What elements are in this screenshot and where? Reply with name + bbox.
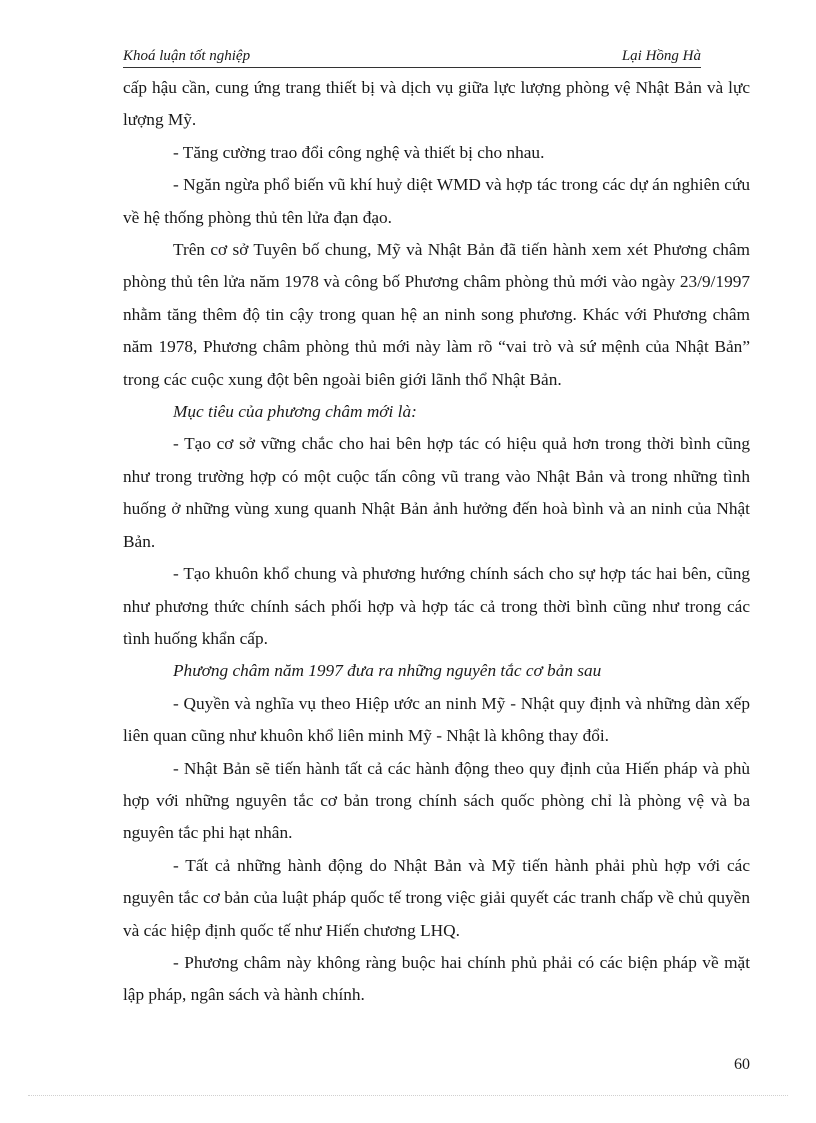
bullet-wmd-prevention: - Ngăn ngừa phổ biến vũ khí huỷ diệt WMD và hợp tác trong các dự án nghiên cứu về hệ thống phòng thủ tên lửa đạn đạo. <box>123 175 750 227</box>
paragraph-joint-declaration: Trên cơ sở Tuyên bố chung, Mỹ và Nhật Bản đã tiến hành xem xét Phương châm phòng thủ tên lửa năm 1978 và công bố Phương châm phòng thủ mới vào ngày 23/9/1997 nhằm tăng thêm độ tin cậy trong quan hệ an ninh song phương. Khác với Phương châm năm 1978, Phương châm phòng thủ mới này làm rõ “vai trò và sứ mệnh của Nhật Bản” trong các cuộc xung đột bên ngoài biên giới lãnh thổ Nhật Bản. <box>123 240 750 389</box>
bullet-principle-no-obligation: - Phương châm này không ràng buộc hai chính phủ phải có các biện pháp về mặt lập pháp, ngân sách và hành chính. <box>123 952 750 1005</box>
footer-divider <box>28 1095 788 1096</box>
heading-principles: Phương châm năm 1997 đưa ra những nguyên tắc cơ bản sau <box>173 661 602 681</box>
bullet-principle-international-law: - Tất cả những hành động do Nhật Bản và Mỹ tiến hành phải phù hợp với các nguyên tắc cơ bản của luật pháp quốc tế trong việc giải quyết các tranh chấp về chủ quyền và các hiệp định quốc tế như Hiến chương LHQ. <box>123 855 750 940</box>
header-thesis-label: Khoá luận tốt nghiệp <box>123 48 251 64</box>
bullet-principle-rights: - Quyền và nghĩa vụ theo Hiệp ước an ninh Mỹ - Nhật quy định và những dàn xếp liên quan cũng như khuôn khổ liên minh Mỹ - Nhật là không thay đổi. <box>123 693 750 746</box>
bullet-objective-foundation: - Tạo cơ sở vững chắc cho hai bên hợp tác có hiệu quả hơn trong thời bình cũng như trong trường hợp có một cuộc tấn công vũ trang vào Nhật Bản và trong những tình huống ở những vùng xung quanh Nhật Bản ảnh hưởng đến hoà bình và an ninh của Nhật Bản. <box>123 434 750 551</box>
page-body <box>123 72 750 1012</box>
page-number: 60 <box>734 1056 750 1073</box>
paragraph-continuation: cấp hậu cần, cung ứng trang thiết bị và dịch vụ giữa lực lượng phòng vệ Nhật Bản và lực lượng Mỹ. <box>123 78 750 130</box>
page-header <box>123 45 701 68</box>
bullet-objective-framework: - Tạo khuôn khổ chung và phương hướng chính sách cho sự hợp tác hai bên, cũng như phương thức chính sách phối hợp và hợp tác cả trong thời bình cũng như trong các tình huống khẩn cấp. <box>123 564 750 648</box>
heading-objectives: Mục tiêu của phương châm mới là: <box>173 402 417 422</box>
bullet-technology-exchange: - Tăng cường trao đổi công nghệ và thiết bị cho nhau. <box>173 142 545 162</box>
bullet-principle-constitution: - Nhật Bản sẽ tiến hành tất cả các hành động theo quy định của Hiến pháp và phù hợp với những nguyên tắc cơ bản trong chính sách quốc phòng chỉ là phòng vệ và ba nguyên tắc phi hạt nhân. <box>123 758 750 843</box>
header-author-name: Lại Hồng Hà <box>621 48 701 64</box>
